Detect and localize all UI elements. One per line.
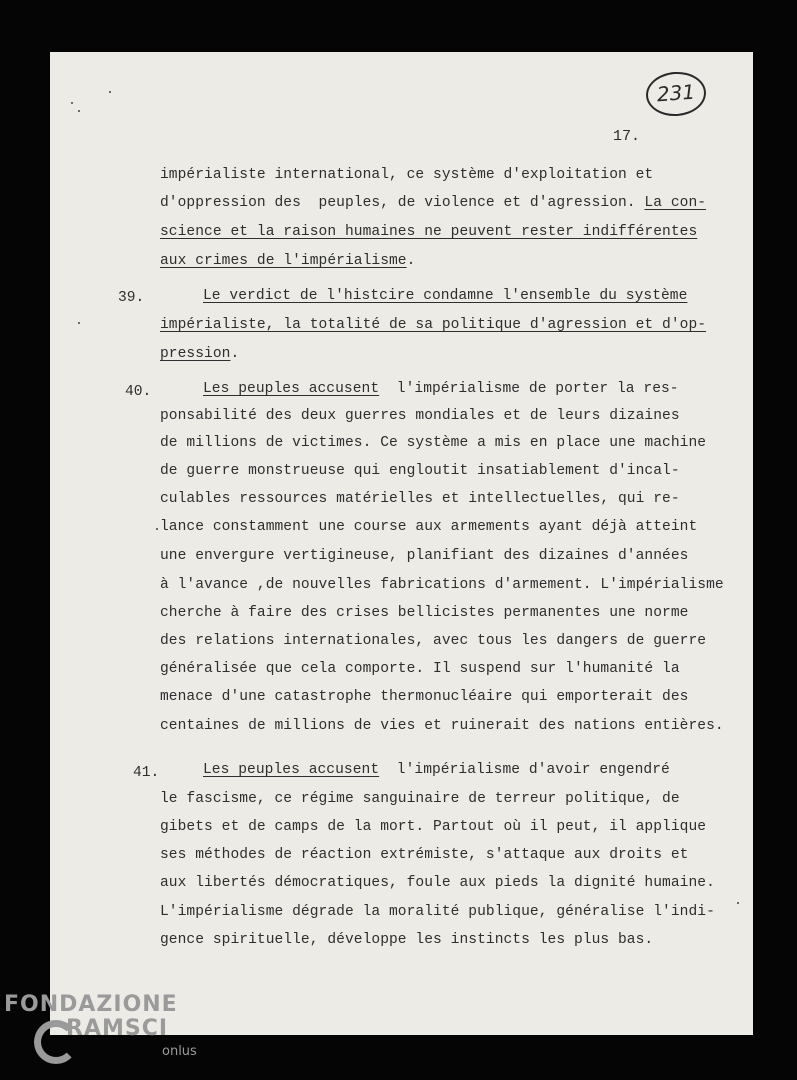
text-line: généralisée que cela comporte. Il suspend sur l'humanité la [160,661,680,677]
archive-stamp: 231 [645,70,708,118]
text-line: pression. [160,346,240,362]
text-line: de millions de victimes. Ce système a mis en place une machine [160,435,707,451]
text-line: impérialiste international, ce système d'exploitation et [160,167,654,183]
logo-line-1: FONDAZIONE [4,992,178,1017]
text-line: des relations internationales, avec tous les dangers de guerre [160,633,707,649]
logo-line-2: RAMSCI [66,1016,169,1041]
text-line: gence spirituelle, développe les instincts les plus bas. [160,932,654,948]
text-line: ponsabilité des deux guerres mondiales et de leurs dizaines [160,408,680,424]
paragraph-number: 40. [125,384,152,400]
text-line: science et la raison humaines ne peuvent rester indifférentes [160,224,698,240]
text-line: Le verdict de l'histcire condamne l'ensemble du système [203,288,688,304]
logo-line-3: onlus [162,1044,197,1059]
text-line: aux crimes de l'impérialisme. [160,253,416,269]
text-line: de guerre monstrueuse qui engloutit insatiablement d'incal- [160,463,680,479]
paper-speck [78,110,80,112]
text-line: d'oppression des peuples, de violence et d'agression. La con- [160,195,707,211]
text-line: L'impérialisme dégrade la moralité publique, généralise l'indi- [160,904,715,920]
text-line: une envergure vertigineuse, planifiant des dizaines d'années [160,548,689,564]
text-line: cherche à faire des crises bellicistes permanentes une norme [160,605,689,621]
text-line: Les peuples accusent l'impérialisme de porter la res- [203,381,679,397]
paragraph-number: 39. [118,290,145,306]
text-line: culables ressources matérielles et intellectuelles, qui re- [160,491,680,507]
paper-speck [78,322,80,324]
text-line: le fascisme, ce régime sanguinaire de terreur politique, de [160,791,680,807]
paper-speck [737,902,739,904]
paper-speck [71,102,73,104]
text-line: lance constamment une course aux armements ayant déjà atteint [160,519,698,535]
paper-speck [156,528,158,530]
text-line: centaines de millions de vies et ruinerait des nations entières. [160,718,724,734]
text-line: Les peuples accusent l'impérialisme d'avoir engendré [203,762,670,778]
text-line: menace d'une catastrophe thermonucléaire qui emporterait des [160,689,689,705]
text-line: ses méthodes de réaction extrémiste, s'attaque aux droits et [160,847,689,863]
paragraph-number: 41. [133,765,160,781]
text-line: aux libertés démocratiques, foule aux pieds la dignité humaine. [160,875,715,891]
text-line: à l'avance ,de nouvelles fabrications d'armement. L'impérialisme [160,577,724,593]
text-line: impérialiste, la totalité de sa politique d'agression et d'op- [160,317,707,333]
paper-speck [109,91,111,93]
page-number: 17. [613,128,641,145]
text-line: gibets et de camps de la mort. Partout où il peut, il applique [160,819,707,835]
